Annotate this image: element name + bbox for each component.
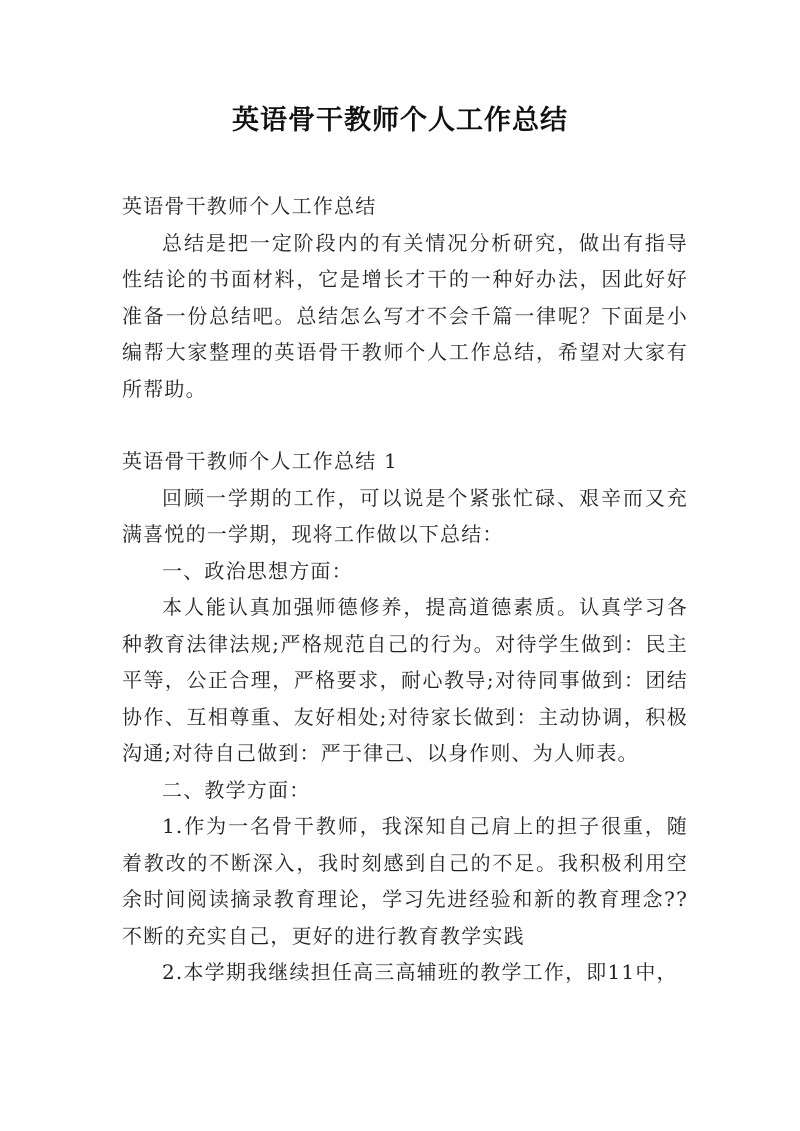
paragraph-spacer [122,407,688,443]
intro-paragraph: 总结是把一定阶段内的有关情况分析研究，做出有指导性结论的书面材料，它是增长才干的一种好办法，因此好好准备一份总结吧。总结怎么写才不会千篇一律呢？下面是小编帮大家整理的英语骨干教师个人工作总结，希望对大家有所帮助。 [122,230,688,401]
body-paragraph: 2.本学期我继续担任高三高辅班的教学工作，即11中， [162,960,678,984]
document-body [122,188,688,991]
body-paragraph: 本人能认真加强师德修养，提高道德素质。认真学习各种教育法律法规;严格规范自己的行为。对待学生做到：民主平等，公正合理，严格要求，耐心教导;对待同事做到：团结协作、互相尊重、友好相处;对待家长做到：主动协调，积极沟通;对待自己做到：严于律己、以身作则、为人师表。 [122,595,688,765]
body-paragraph: 回顾一学期的工作，可以说是个紧张忙碌、艰辛而又充满喜悦的一学期，现将工作做以下总结： [122,485,688,546]
subsection-heading: 二、教学方面： [162,777,311,802]
document-title: 英语骨干教师个人工作总结 [232,105,568,136]
document-subtitle: 英语骨干教师个人工作总结 [122,194,377,218]
section-heading: 英语骨干教师个人工作总结 1 [122,449,398,473]
body-paragraph: 1.作为一名骨干教师，我深知自己肩上的担子很重，随着教改的不断深入，我时刻感到自己的不足。我积极利用空余时间阅读摘录教育理论，学习先进经验和新的教育理念??不断的充实自己，更好的进行教育教学实践 [122,814,688,948]
subsection-heading: 一、政治思想方面： [162,558,353,583]
